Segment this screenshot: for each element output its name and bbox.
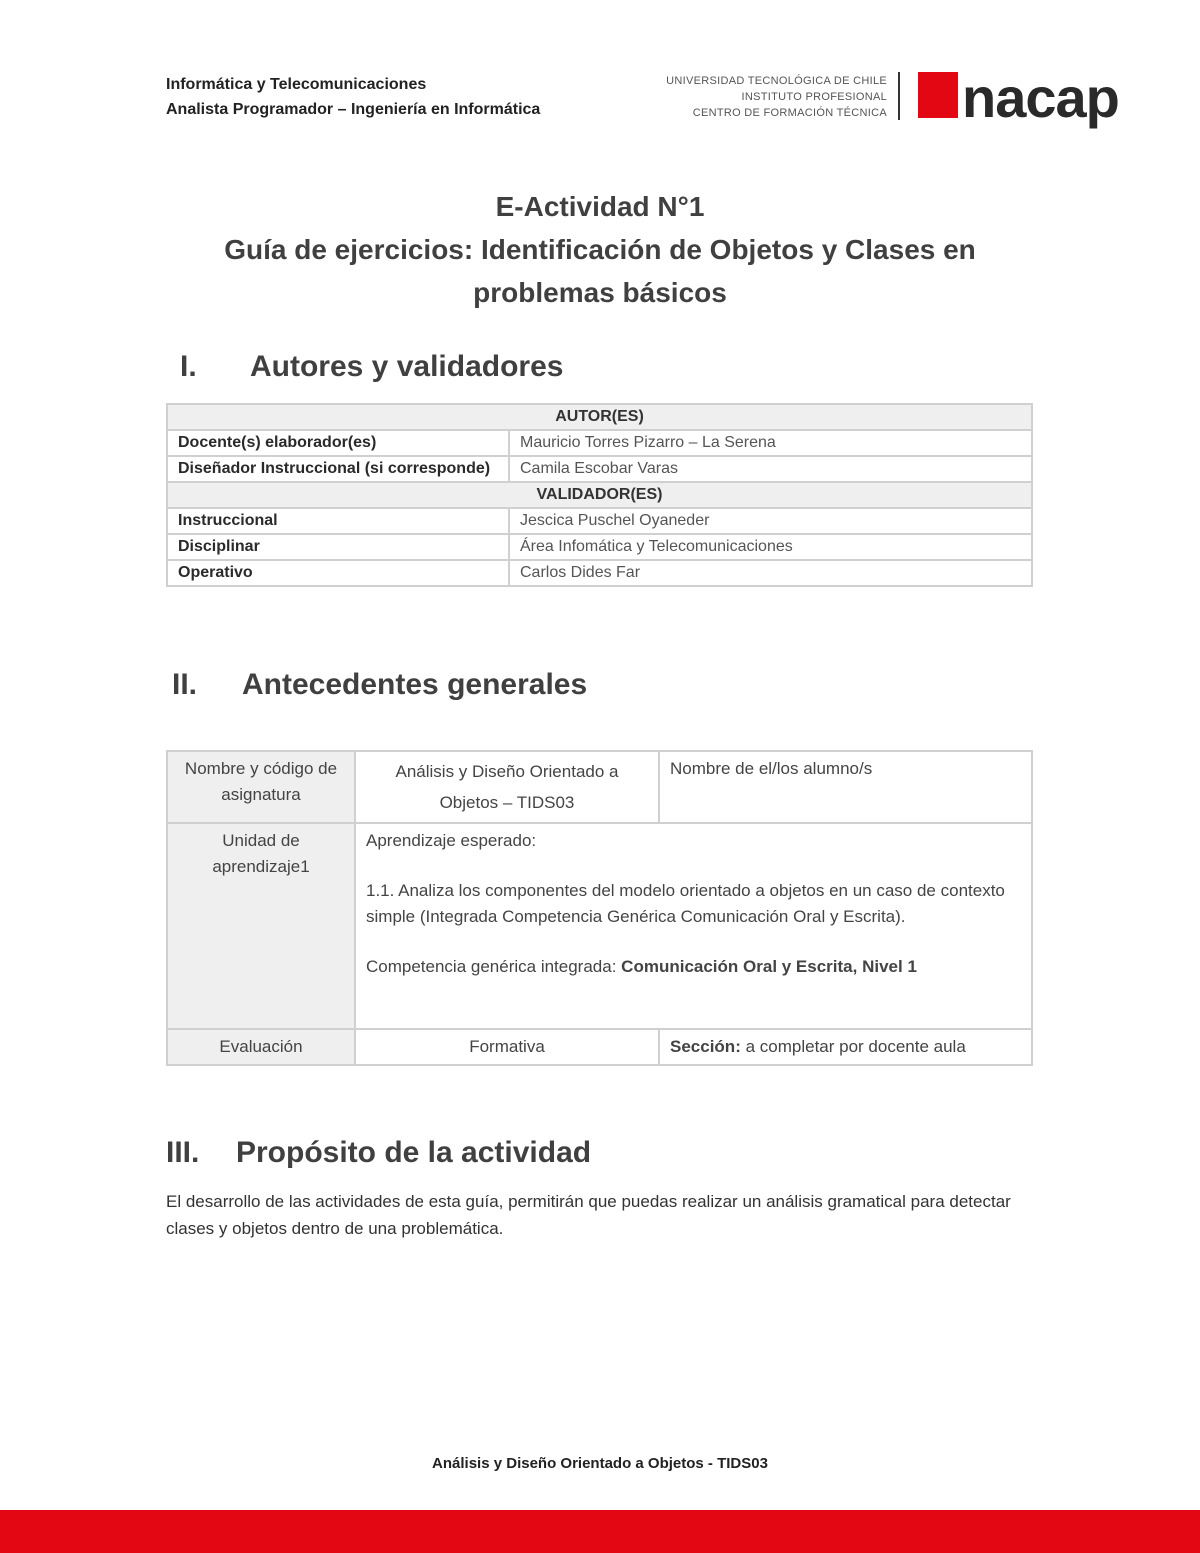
footer-text: Análisis y Diseño Orientado a Objetos - TIDS03 <box>432 1455 768 1472</box>
row-label: Diseñador Instruccional (si corresponde) <box>167 456 509 482</box>
section-3-title: Propósito de la actividad <box>236 1136 592 1169</box>
section-1-heading <box>180 350 563 384</box>
evaluacion-label: Evaluación <box>167 1029 355 1065</box>
alumnos-label: Nombre de el/los alumno/s <box>659 751 1032 823</box>
table-row <box>167 456 1032 482</box>
competencia-label: Competencia genérica integrada: <box>366 957 617 976</box>
nombre-codigo-label: Nombre y código de asignatura <box>167 751 355 823</box>
antecedentes-table <box>166 750 1033 1066</box>
title-line1: E-Actividad N°1 <box>495 191 705 222</box>
section-2-heading <box>172 668 587 702</box>
section-2-title: Antecedentes generales <box>242 668 588 701</box>
authors-table <box>166 403 1033 587</box>
table-row <box>167 560 1032 586</box>
logo-line1: UNIVERSIDAD TECNOLÓGICA DE CHILE <box>666 75 887 87</box>
inacap-logo-mark-icon <box>918 72 958 118</box>
aprendizaje-text: 1.1. Analiza los componentes del modelo orientado a objetos en un caso de contexto simple (Integrada Competencia Genérica Comunicación Oral y Escrita). <box>366 881 1005 926</box>
header-line2: Analista Programador – Ingeniería en Informática <box>166 101 541 118</box>
row-label: Instruccional <box>167 508 509 534</box>
competencia-line <box>366 954 1021 980</box>
seccion-value: a completar por docente aula <box>745 1037 966 1056</box>
purpose-text: El desarrollo de las actividades de esta guía, permitirán que puedas realizar un análisis gramatical para detectar clases y objetos dentro de una problemática. <box>166 1192 1011 1238</box>
title-line3: problemas básicos <box>473 277 727 308</box>
section-1-number: I. <box>180 350 197 383</box>
title-line2: Guía de ejercicios: Identificación de Objetos y Clases en <box>224 234 976 265</box>
footer-red-bar <box>0 1510 1200 1553</box>
header-line1: Informática y Telecomunicaciones <box>166 76 427 93</box>
seccion-label: Sección: <box>670 1037 741 1056</box>
autores-header: AUTOR(ES) <box>167 404 1032 430</box>
table-row <box>167 430 1032 456</box>
table-row <box>167 534 1032 560</box>
row-value: Área Infomática y Telecomunicaciones <box>509 534 1032 560</box>
section-1-title: Autores y validadores <box>250 350 564 383</box>
table-row <box>167 508 1032 534</box>
row-label: Operativo <box>167 560 509 586</box>
logo-subtitle <box>666 73 887 121</box>
section-3-number: III. <box>166 1136 200 1169</box>
validadores-header: VALIDADOR(ES) <box>167 482 1032 508</box>
seccion-cell <box>659 1029 1032 1065</box>
document-title <box>0 185 1200 314</box>
aprendizaje-label: Aprendizaje esperado: <box>366 831 537 850</box>
header-program <box>166 72 540 122</box>
logo-line2: INSTITUTO PROFESIONAL <box>741 91 887 103</box>
row-value: Carlos Dides Far <box>509 560 1032 586</box>
evaluacion-value: Formativa <box>355 1029 659 1065</box>
row-value: Mauricio Torres Pizarro – La Serena <box>509 430 1032 456</box>
aprendizaje-cell <box>355 823 1032 1029</box>
row-value: Camila Escobar Varas <box>509 456 1032 482</box>
logo-line3: CENTRO DE FORMACIÓN TÉCNICA <box>692 107 887 119</box>
inacap-logo-word: nacap <box>962 66 1119 129</box>
competencia-value: Comunicación Oral y Escrita, Nivel 1 <box>621 957 917 976</box>
row-label: Disciplinar <box>167 534 509 560</box>
section-3-heading <box>166 1136 591 1170</box>
logo-divider <box>898 72 900 120</box>
asignatura-value: Análisis y Diseño Orientado a Objetos – TIDS03 <box>355 751 659 823</box>
unidad-label: Unidad de aprendizaje1 <box>167 823 355 1029</box>
row-label: Docente(s) elaborador(es) <box>167 430 509 456</box>
row-value: Jescica Puschel Oyaneder <box>509 508 1032 534</box>
section-2-number: II. <box>172 668 198 701</box>
